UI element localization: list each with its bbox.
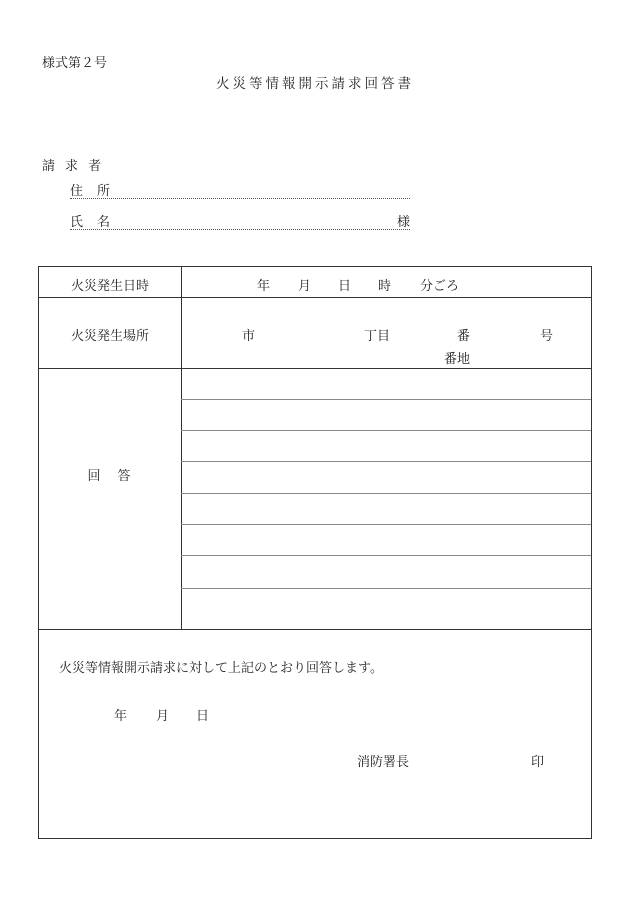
form-number: 様式第２号 (42, 56, 108, 71)
answer-line (181, 430, 591, 431)
column-divider (181, 267, 182, 629)
name-honorific: 様 (396, 215, 410, 230)
datetime-day: 日 (338, 279, 352, 294)
location-chome: 丁目 (364, 329, 391, 344)
name-label: 氏名 (70, 215, 125, 230)
row-divider (39, 368, 591, 369)
datetime-hour: 時 (378, 279, 392, 294)
requester-label: 請求者 (42, 159, 112, 174)
request-answer-table (38, 266, 592, 839)
answer-date-day: 日 (196, 709, 210, 724)
datetime-month: 月 (298, 279, 312, 294)
answer-label: 回 答 (87, 469, 133, 484)
name-field[interactable] (70, 211, 410, 230)
answer-line (181, 461, 591, 462)
answer-date-month: 月 (156, 709, 170, 724)
row-divider (39, 629, 591, 630)
row-divider (39, 297, 591, 298)
fire-chief-title: 消防署長 (357, 755, 410, 770)
location-city: 市 (242, 329, 256, 344)
location-label: 火災発生場所 (70, 329, 149, 344)
datetime-year: 年 (257, 279, 271, 294)
location-ban: 番 (457, 329, 471, 344)
answer-line (181, 524, 591, 525)
answer-line (181, 399, 591, 400)
address-field[interactable] (70, 180, 410, 199)
answer-date-year: 年 (114, 709, 128, 724)
seal-mark: 印 (531, 755, 545, 770)
datetime-label: 火災発生日時 (70, 279, 149, 294)
answer-line (181, 555, 591, 556)
answer-statement: 火災等情報開示請求に対して上記のとおり回答します。 (59, 661, 383, 676)
address-label: 住所 (70, 184, 125, 199)
answer-line (181, 493, 591, 494)
answer-line (181, 588, 591, 589)
location-banchi: 番地 (444, 352, 471, 367)
location-go: 号 (540, 329, 554, 344)
document-title: 火災等情報開示請求回答書 (216, 76, 414, 92)
datetime-minute: 分ごろ (420, 279, 460, 294)
